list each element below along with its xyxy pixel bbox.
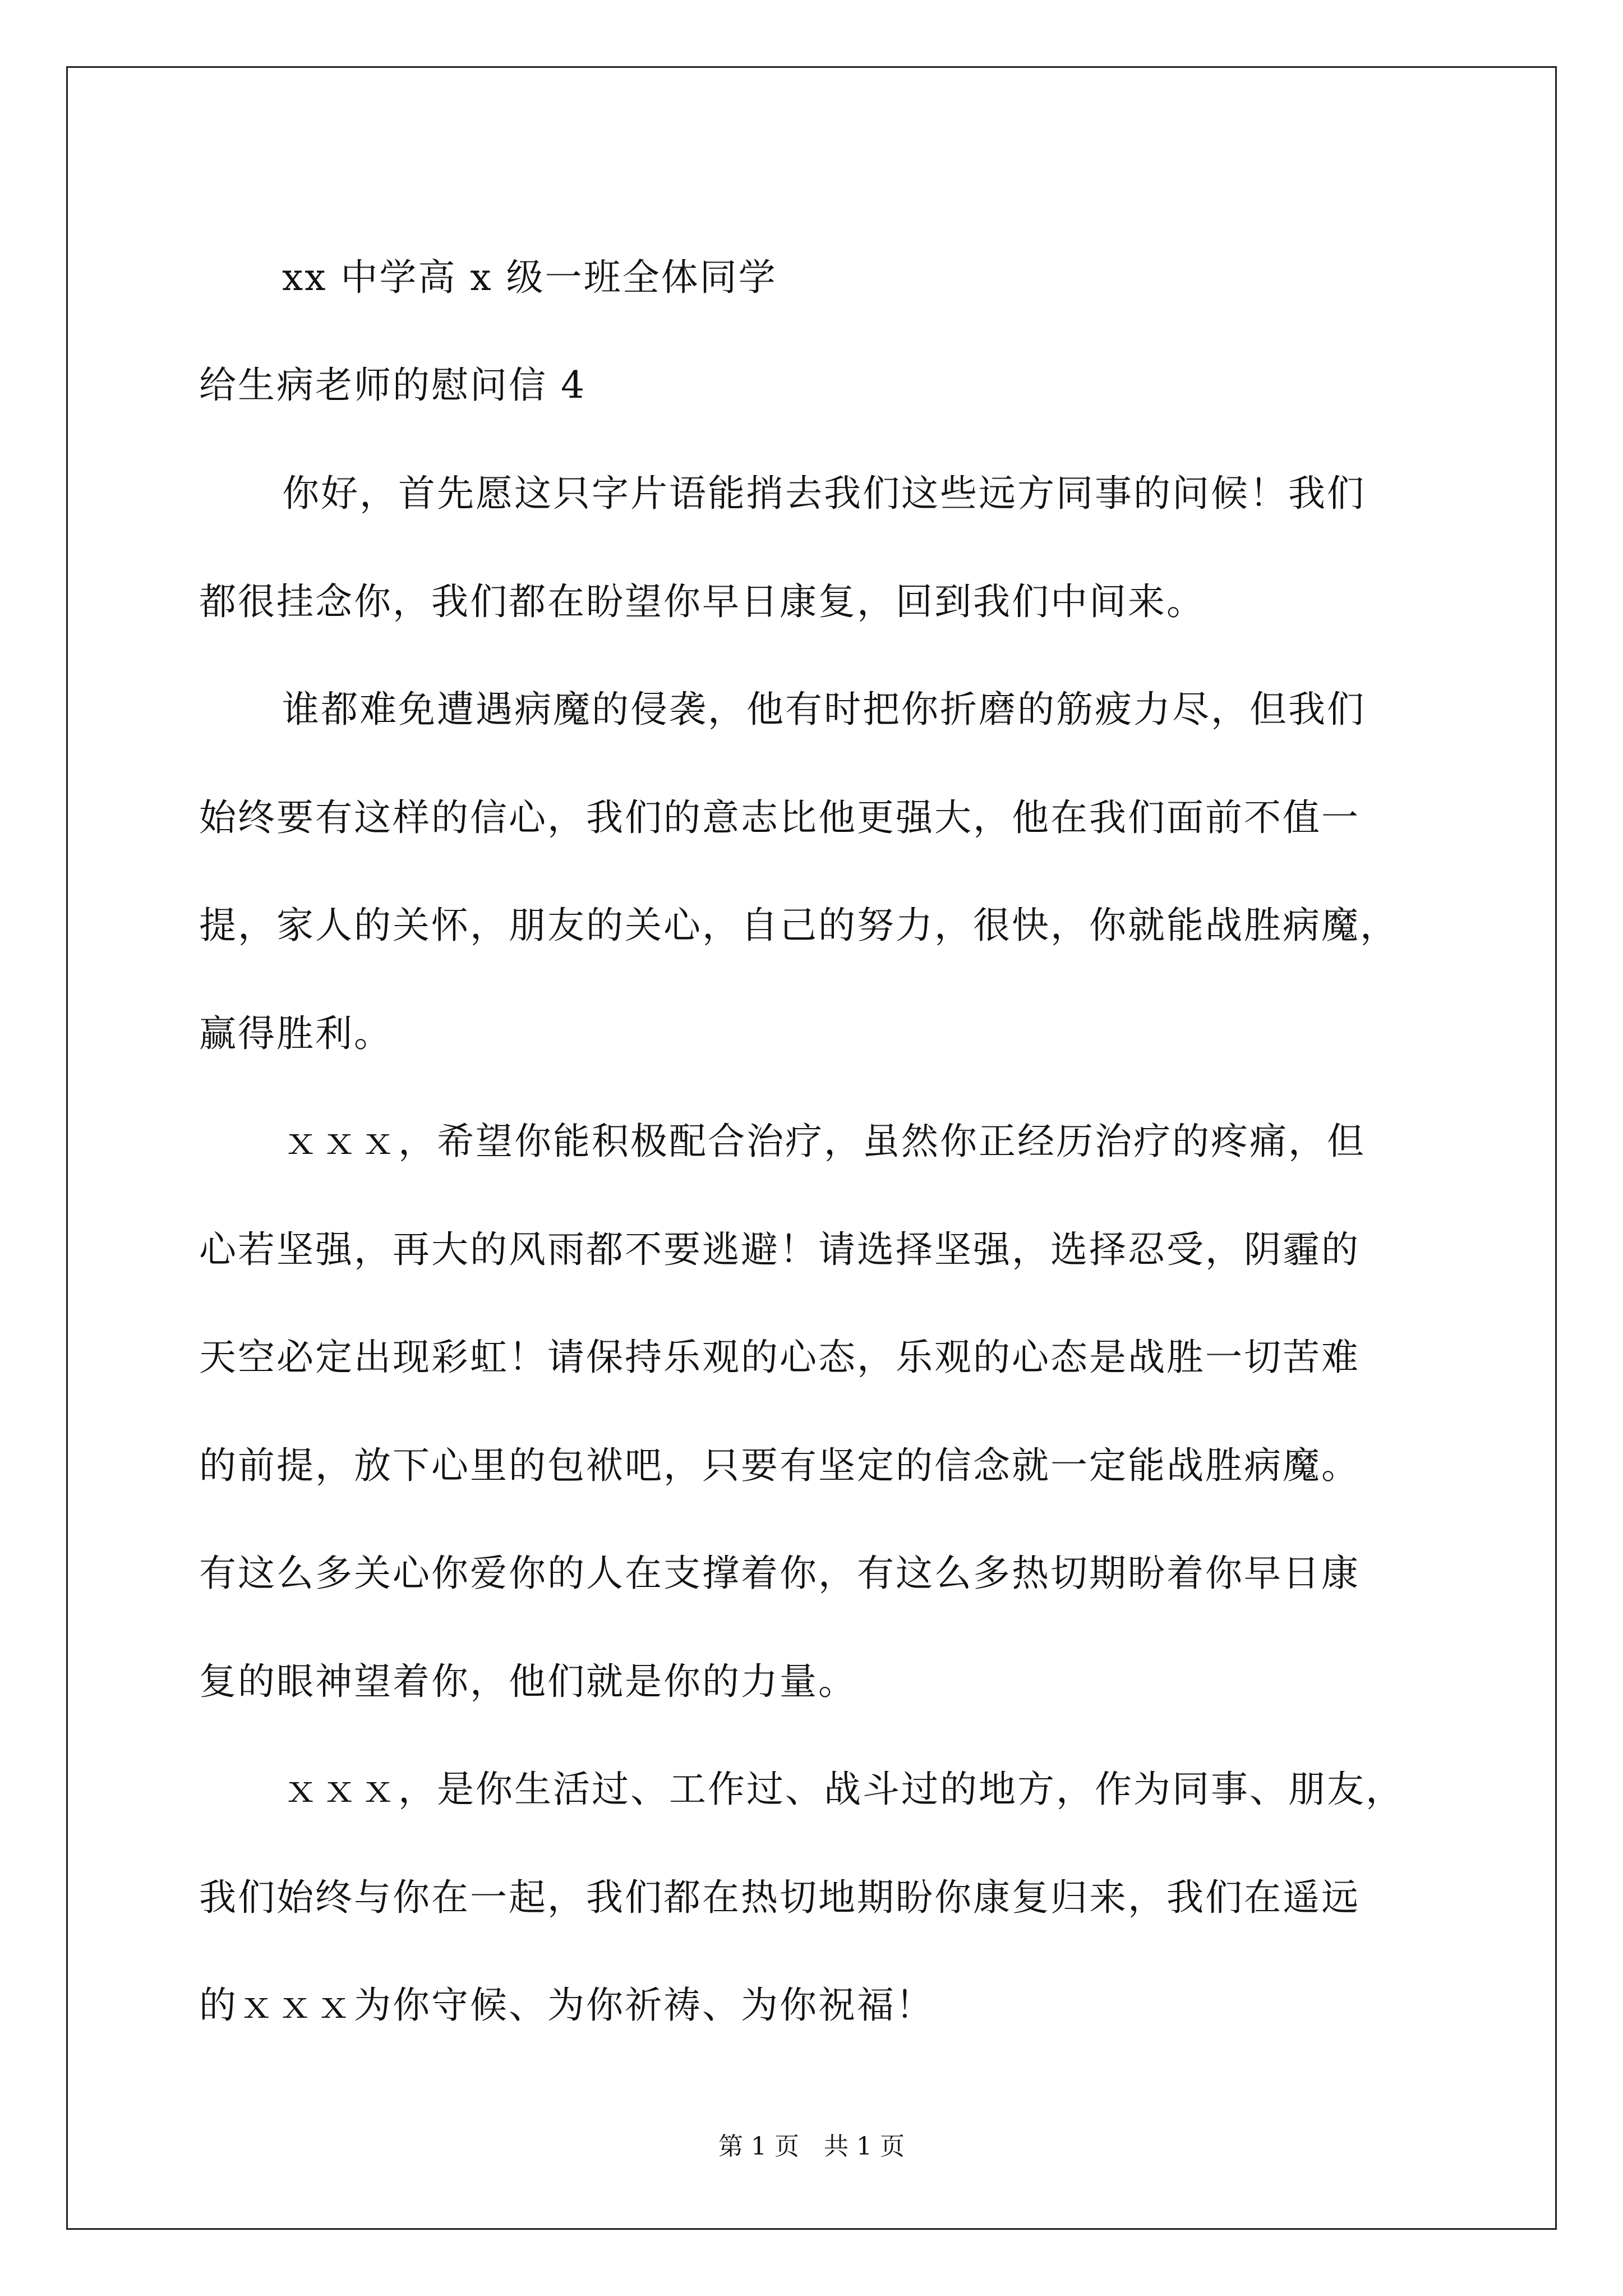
text-line: 你好，首先愿这只字片语能捎去我们这些远方同事的问候！我们: [282, 472, 1366, 515]
text-line: ｘｘｘ，希望你能积极配合治疗，虽然你正经历治疗的疼痛，但: [282, 1120, 1366, 1163]
text-line: ｘｘｘ，是你生活过、工作过、战斗过的地方，作为同事、朋友，: [282, 1768, 1404, 1811]
text-line: 谁都难免遭遇病魔的侵袭，他有时把你折磨的筋疲力尽，但我们: [282, 688, 1366, 731]
page-footer: 第 1 页 共 1 页: [718, 2132, 905, 2161]
text-line: 复的眼神望着你，他们就是你的力量。: [199, 1660, 857, 1703]
text-line: 都很挂念你，我们都在盼望你早日康复，回到我们中间来。: [199, 580, 1205, 623]
text-line: 天空必定出现彩虹！请保持乐观的心态，乐观的心态是战胜一切苦难: [199, 1336, 1360, 1379]
text-line: 的前提，放下心里的包袱吧，只要有坚定的信念就一定能战胜病魔。: [199, 1444, 1360, 1487]
greeting-line: xx 中学高 x 级一班全体同学: [282, 256, 777, 299]
text-line: 有这么多关心你爱你的人在支撑着你，有这么多热切期盼着你早日康: [199, 1552, 1360, 1595]
text-line: 心若坚强，再大的风雨都不要逃避！请选择坚强，选择忍受，阴霾的: [199, 1228, 1360, 1271]
text-line: 始终要有这样的信心，我们的意志比他更强大，他在我们面前不值一: [199, 796, 1360, 839]
text-line: 我们始终与你在一起，我们都在热切地期盼你康复归来，我们在遥远: [199, 1876, 1360, 1919]
text-line: 的ｘｘｘ为你守候、为你祈祷、为你祝福！: [199, 1984, 934, 2027]
letter-title: 给生病老师的慰问信 4: [199, 364, 586, 407]
text-line: 赢得胜利。: [199, 1012, 393, 1055]
text-line: 提，家人的关怀，朋友的关心，自己的努力，很快，你就能战胜病魔，: [199, 904, 1399, 947]
